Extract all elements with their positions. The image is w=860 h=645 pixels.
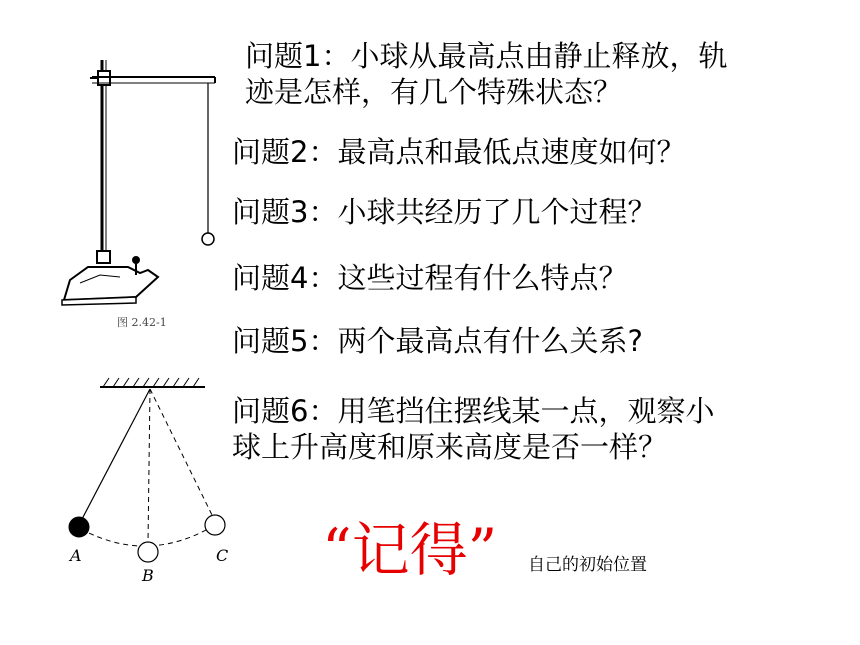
- label-c: C: [216, 546, 229, 565]
- question-6: [232, 393, 714, 465]
- question-6-line2: 球上升高度和原来高度是否一样？: [232, 430, 668, 464]
- question-1-line1: 问题1：小球从最高点由静止释放，轨: [245, 39, 728, 73]
- pendulum-swing-figure: [55, 375, 235, 585]
- pendulum-stand-figure: [40, 55, 220, 325]
- label-b: B: [142, 566, 154, 585]
- question-3: 问题3：小球共经历了几个过程？: [232, 195, 657, 229]
- question-5: 问题5：两个最高点有什么关系?: [232, 324, 643, 358]
- remember-highlight: “记得”: [322, 516, 498, 584]
- question-1-line2: 迹是怎样，有几个特殊状态？: [245, 75, 623, 109]
- question-1: [245, 38, 727, 110]
- question-6-line1: 问题6：用笔挡住摆线某一点，观察小: [232, 394, 715, 428]
- question-2: 问题2：最高点和最低点速度如何？: [232, 135, 686, 169]
- question-4: 问题4：这些过程有什么特点？: [232, 261, 628, 295]
- figure-caption: 图 2.42-1: [117, 316, 167, 329]
- initial-position-note: 自己的初始位置: [528, 555, 647, 575]
- label-a: A: [70, 546, 82, 565]
